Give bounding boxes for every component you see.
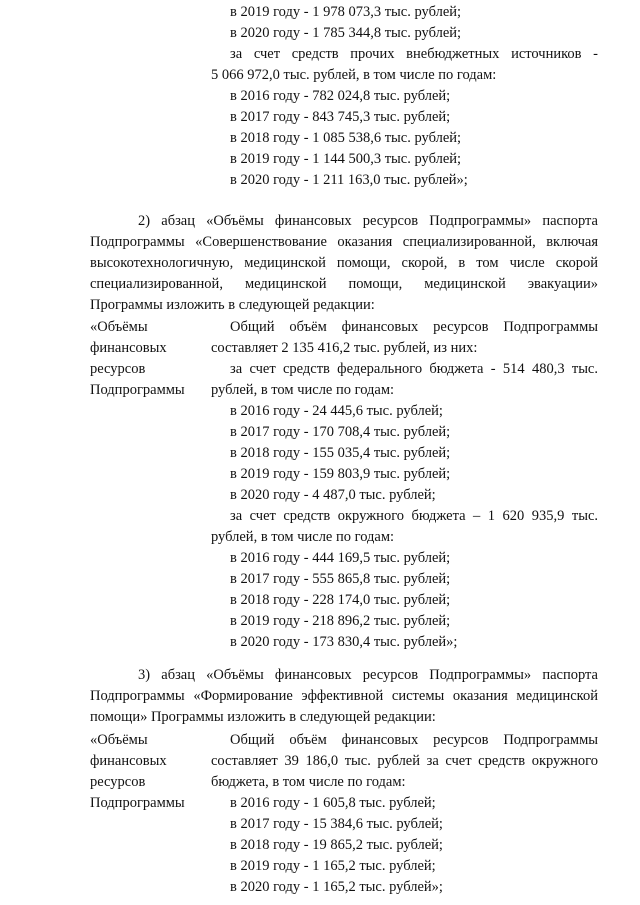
top-other-2020: в 2020 году - 1 211 163,0 тыс. рублей»;: [230, 172, 468, 188]
top-other-2018: в 2018 году - 1 085 538,6 тыс. рублей;: [230, 130, 462, 146]
section2-federal-2016: в 2016 году - 24 445,6 тыс. рублей;: [230, 403, 443, 419]
top-year-2019: в 2019 году - 1 978 073,3 тыс. рублей;: [230, 4, 462, 20]
top-other-2019: в 2019 году - 1 144 500,3 тыс. рублей;: [230, 151, 462, 167]
section3-year-2020: в 2020 году - 1 165,2 тыс. рублей»;: [230, 879, 443, 895]
section3-year-2016: в 2016 году - 1 605,8 тыс. рублей;: [230, 795, 436, 811]
section3-label-line1: «Объёмы: [90, 732, 148, 748]
section2-para-line2: Подпрограммы «Совершенствование оказания специализированной, включая: [90, 234, 598, 250]
section3-para-line2: Подпрограммы «Формирование эффективной системы оказания медицинской: [90, 688, 598, 704]
section2-label-line1: «Объёмы: [90, 319, 148, 335]
section2-total-line1: Общий объём финансовых ресурсов Подпрограммы: [230, 319, 598, 335]
section3-year-2019: в 2019 году - 1 165,2 тыс. рублей;: [230, 858, 436, 874]
section2-district-2020: в 2020 году - 173 830,4 тыс. рублей»;: [230, 634, 458, 650]
section2-district-2017: в 2017 году - 555 865,8 тыс. рублей;: [230, 571, 451, 587]
section3-year-2018: в 2018 году - 19 865,2 тыс. рублей;: [230, 837, 443, 853]
section3-total-line3: бюджета, в том числе по годам:: [211, 774, 406, 790]
section2-label-line4: Подпрограммы: [90, 382, 185, 398]
section2-para-line1: 2) абзац «Объёмы финансовых ресурсов Подпрограммы» паспорта: [138, 213, 598, 229]
top-year-2020: в 2020 году - 1 785 344,8 тыс. рублей;: [230, 25, 462, 41]
section2-label-line2: финансовых: [90, 340, 167, 356]
section3-para-line3: помощи» Программы изложить в следующей редакции:: [90, 709, 436, 725]
section2-district-line2: рублей, в том числе по годам:: [211, 529, 395, 545]
section2-district-2016: в 2016 году - 444 169,5 тыс. рублей;: [230, 550, 451, 566]
section3-year-2017: в 2017 году - 15 384,6 тыс. рублей;: [230, 816, 443, 832]
section2-para-line3: высокотехнологичную, медицинской помощи, скорой, в том числе скорой: [90, 255, 598, 271]
section2-district-line1: за счет средств окружного бюджета – 1 620 935,9 тыс.: [230, 508, 598, 524]
top-other-2017: в 2017 году - 843 745,3 тыс. рублей;: [230, 109, 451, 125]
section2-label-line3: ресурсов: [90, 361, 146, 377]
section3-total-line1: Общий объём финансовых ресурсов Подпрограммы: [230, 732, 598, 748]
section2-para-line4: специализированной, медицинской помощи, медицинской эвакуации»: [90, 276, 598, 292]
section2-federal-2020: в 2020 году - 4 487,0 тыс. рублей;: [230, 487, 436, 503]
section3-label-line2: финансовых: [90, 753, 167, 769]
section2-total-line2: составляет 2 135 416,2 тыс. рублей, из них:: [211, 340, 478, 356]
section3-total-line2: составляет 39 186,0 тыс. рублей за счет средств окружного: [211, 753, 598, 769]
section2-para-line5: Программы изложить в следующей редакции:: [90, 297, 375, 313]
top-other-sources-line2: 5 066 972,0 тыс. рублей, в том числе по годам:: [211, 67, 497, 83]
section3-para-line1: 3) абзац «Объёмы финансовых ресурсов Подпрограммы» паспорта: [138, 667, 598, 683]
section2-federal-2017: в 2017 году - 170 708,4 тыс. рублей;: [230, 424, 451, 440]
section3-label-line4: Подпрограммы: [90, 795, 185, 811]
section3-label-line3: ресурсов: [90, 774, 146, 790]
section2-district-2018: в 2018 году - 228 174,0 тыс. рублей;: [230, 592, 451, 608]
section2-federal-2018: в 2018 году - 155 035,4 тыс. рублей;: [230, 445, 451, 461]
section2-federal-2019: в 2019 году - 159 803,9 тыс. рублей;: [230, 466, 451, 482]
section2-federal-line2: рублей, в том числе по годам:: [211, 382, 395, 398]
section2-federal-line1: за счет средств федерального бюджета - 514 480,3 тыс.: [230, 361, 598, 377]
top-other-sources-line1: за счет средств прочих внебюджетных источников -: [230, 46, 598, 62]
top-other-2016: в 2016 году - 782 024,8 тыс. рублей;: [230, 88, 451, 104]
section2-district-2019: в 2019 году - 218 896,2 тыс. рублей;: [230, 613, 451, 629]
